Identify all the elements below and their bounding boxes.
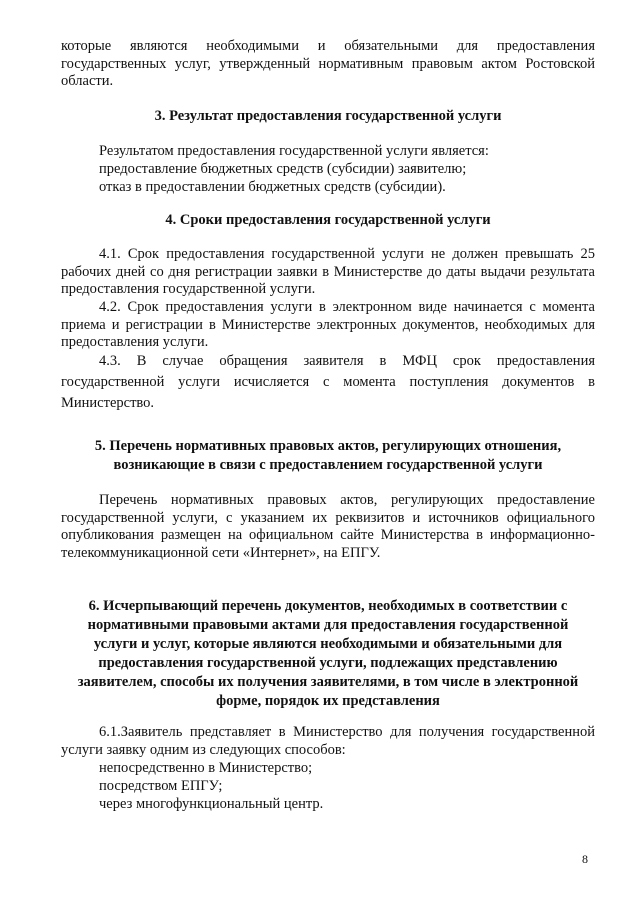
- section-6-line: посредством ЕПГУ;: [99, 778, 223, 794]
- section-6-line: через многофункциональный центр.: [99, 796, 324, 812]
- section-3-heading: 3. Результат предоставления государственной услуги: [154, 108, 502, 124]
- section-6-heading-line: форме, порядок их представления: [216, 693, 440, 709]
- section-6-line: непосредственно в Министерство;: [99, 760, 313, 776]
- section-4-paragraph: 4.3. В случае обращения заявителя в МФЦ срок предоставления государственной услуги исчисляется с момента поступления документов в Министерство.: [61, 353, 595, 411]
- section-3-line: отказ в предоставлении бюджетных средств (субсидии).: [99, 179, 446, 195]
- section-6-heading-line: нормативными правовыми актами для предоставления государственной: [87, 617, 569, 633]
- section-6-heading-line: 6. Исчерпывающий перечень документов, необходимых в соответствии с: [88, 598, 568, 614]
- section-5-heading-line: 5. Перечень нормативных правовых актов, регулирующих отношения,: [94, 438, 562, 454]
- section-3-line: Результатом предоставления государственной услуги является:: [99, 143, 489, 159]
- page-number: 8: [582, 852, 588, 866]
- intro-paragraph: которые являются необходимыми и обязательными для предоставления государственных услуг, утвержденный нормативным правовым актом Ростовской области.: [61, 38, 595, 89]
- section-6-heading-line: предоставления государственной услуги, подлежащих представлению: [98, 655, 558, 671]
- section-6-heading-line: услуги и услуг, которые являются необходимыми и обязательными для: [93, 636, 563, 652]
- section-4-paragraph: 4.2. Срок предоставления услуги в электронном виде начинается с момента приема и регистрации в Министерстве электронных документов, необходимых для предоставления услуги.: [61, 299, 595, 350]
- section-4-paragraph: 4.1. Срок предоставления государственной услуги не должен превышать 25 рабочих дней со дня регистрации заявки в Министерстве до даты выдачи результата предоставления государственной услуги.: [61, 246, 595, 297]
- section-5-paragraph: Перечень нормативных правовых актов, регулирующих предоставление государственной услуги, с указанием их реквизитов и источников официального опубликования размещен на официальном сайте Министерства в информационно-телекоммуникационной сети «Интернет», на ЕПГУ.: [61, 492, 595, 561]
- section-6-paragraph: 6.1.Заявитель представляет в Министерство для получения государственной услуги заявку одним из следующих способов:: [61, 724, 595, 758]
- section-3-line: предоставление бюджетных средств (субсидии) заявителю;: [99, 161, 467, 177]
- section-6-heading-line: заявителем, способы их получения заявителями, в том числе в электронной: [77, 674, 579, 690]
- section-4-heading: 4. Сроки предоставления государственной услуги: [165, 212, 491, 228]
- section-5-heading-line: возникающие в связи с предоставлением государственной услуги: [113, 457, 543, 473]
